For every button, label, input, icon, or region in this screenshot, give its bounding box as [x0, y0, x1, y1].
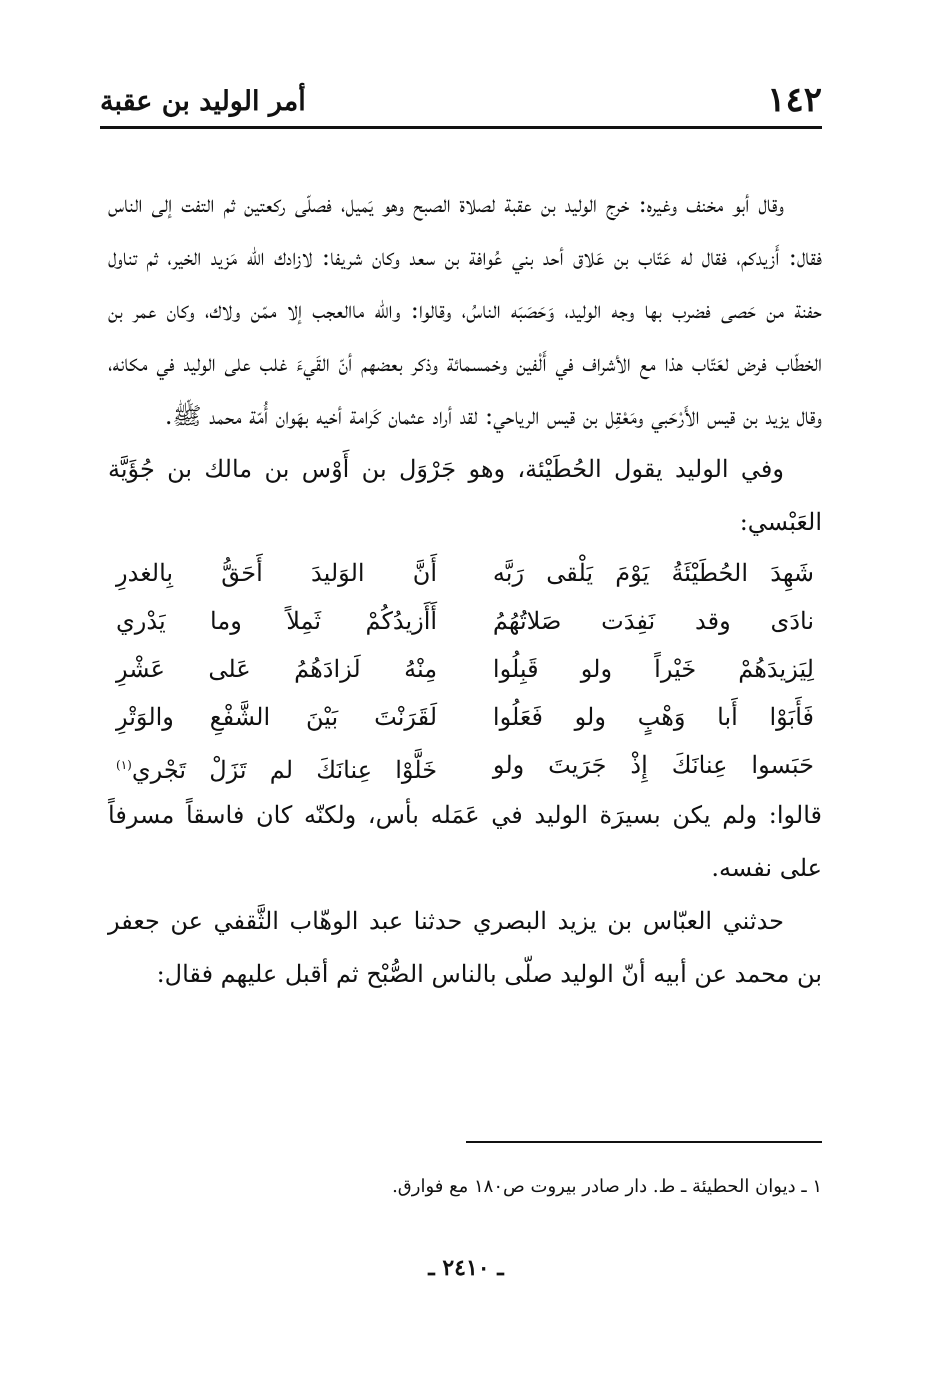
paragraph-1: وقال أبو مخنف وغيره: خرج الوليد بن عقبة لصلاة الصبح وهو يَميل، فصلّى ركعتين ثم التفت إلى الناس فقال: أَزيدكم، فقال له عَتّاب بن عَلاق أحد بني عُوافة بن سعد وكان شريفا: لازادك الله مَزيد الخير، ثم تناول حفنة من حَصى فضرب بها وجه الوليد، وَحَصَبَه الناسُ، وقالوا: والله ماالعجب إلا ممّن ولاك، وكان عمر بن الخطّاب فرض لعَتّاب هذا مع الأشراف في أَلْفين وخمسمائة وذكر بعضهم أنّ القَيءَ غلب على الوليد في مكانه، وقال يزيد بن قيس الأَرْحَبي ومَعْقِل بن قيس الرياحي: لقد أراد عثمان كَرامة أخيه بهَوان أُمّة محمد ﷺ. [108, 190, 822, 430]
verse-first-hemistich: شَهِدَ الحُطَيْئَةُ يَوْمَ يَلْقى رَبَّه [492, 559, 814, 587]
verse-line [116, 597, 814, 645]
page-number-top: ١٤٢ [767, 80, 822, 120]
verse-line [116, 549, 814, 597]
page-number-bottom: ـ ٢٤١٠ ـ [428, 1255, 504, 1281]
footnote: ١ ـ ديوان الحطيئة ـ ط. دار صادر بيروت ص١٨٠ مع فوارق. [392, 1176, 822, 1197]
footnote-rule [466, 1141, 822, 1143]
verse-first-hemistich: نادَى وقد نَفِدَت صَلاتُهُمُ [492, 607, 814, 635]
paragraph-4: حدثني العبّاس بن يزيد البصري حدثنا عبد الوهّاب الثَّقفي عن جعفر بن محمد عن أبيه أنّ الوليد صلّى بالناس الصُّبْح ثم أقبل عليهم فقال: [108, 907, 822, 988]
verse-line [116, 645, 814, 693]
verse-text: خَلَّوْا عِنانَكَ لم تَزَلْ تَجْري [131, 756, 438, 784]
header-rule [100, 126, 822, 129]
verse-line [116, 693, 814, 741]
verse-second-hemistich: أَنَّ الوَليدَ أَحَقُّ بِالغدرِ [116, 559, 438, 587]
verse-first-hemistich: لِيَزيدَهُمْ خَيْراً ولو قَبِلُوا [492, 655, 814, 683]
poem [108, 549, 822, 789]
footnote-marker: (١) [116, 758, 132, 772]
paragraph-3: قالوا: ولم يكن بسيرَة الوليد في عَمَله بأس، ولكنّه كان فاسقاً مسرفاً على نفسه. [108, 801, 822, 882]
main-text [108, 178, 822, 1001]
verse-second-hemistich: أَأَزيدُكُمْ ثَمِلاً وما يَدْري [116, 607, 438, 635]
verse-second-hemistich: لَقَرَنْتَ بَيْنَ الشَّفْعِ والوَتْرِ [116, 703, 438, 731]
verse-first-hemistich: فَأَبَوْا أَبا وَهْبٍ ولو فَعَلُوا [492, 703, 814, 731]
page-header [100, 78, 822, 122]
paragraph-2: وفي الوليد يقول الحُطَيْئة، وهو جَرْوَل بن أَوْس بن مالك بن جُؤَيَّة العَبْسي: [108, 455, 822, 536]
verse-first-hemistich: حَبَسوا عِنانَكَ إِذْ جَرَيتَ ولو [492, 751, 814, 779]
verse-second-hemistich [116, 741, 437, 789]
verse-second-hemistich: مِنْهُ لَزادَهُمُ عَلى عَشْرِ [116, 655, 438, 683]
running-title: أمر الوليد بن عقبة [100, 86, 306, 117]
verse-line [116, 741, 814, 789]
